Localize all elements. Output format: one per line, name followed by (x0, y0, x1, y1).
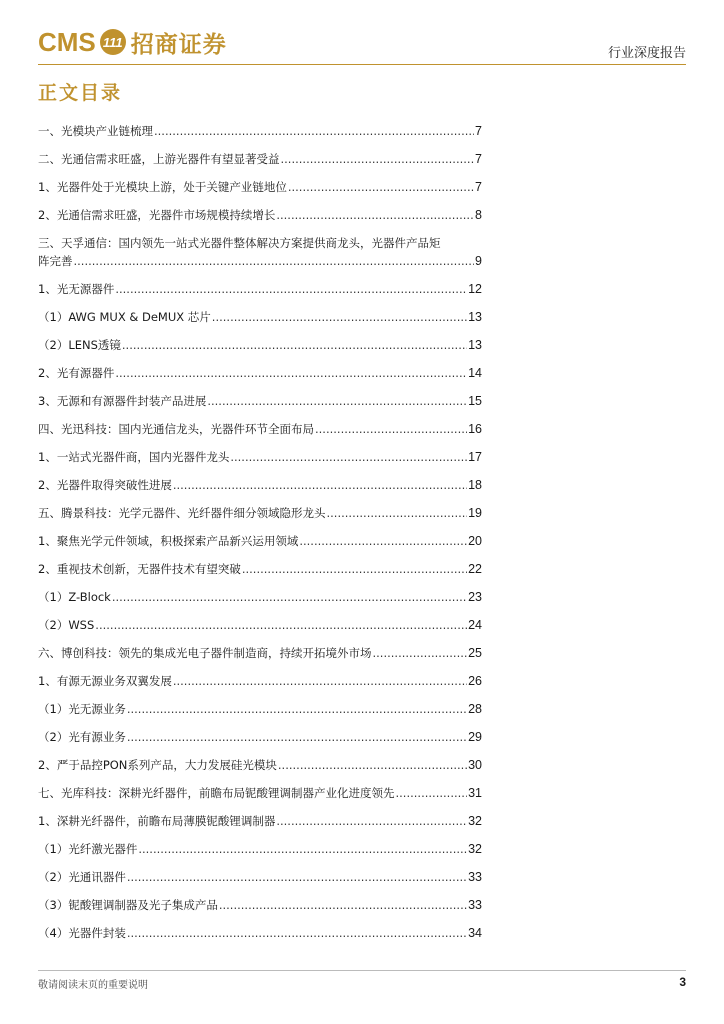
toc-entry-page: 26 (468, 674, 482, 688)
toc-entry[interactable] (38, 553, 482, 581)
toc-entry-page: 7 (475, 124, 482, 138)
toc-leader-dots (230, 449, 467, 465)
toc-entry-title: 二、光通信需求旺盛，上游光器件有望显著受益 (38, 152, 280, 166)
toc-entry-line (38, 365, 482, 381)
toc-entry-line (38, 897, 482, 913)
toc-entry-line (38, 207, 482, 223)
toc-entry[interactable] (38, 385, 482, 413)
toc-entry-page: 17 (468, 450, 482, 464)
toc-entry-page: 20 (468, 534, 482, 548)
toc-entry-page: 30 (468, 758, 482, 772)
logo-cms-text: CMS (38, 26, 96, 57)
toc-entry-title: 四、光迅科技：国内光通信龙头，光器件环节全面布局 (38, 422, 314, 436)
toc-entry-title: （2）光通讯器件 (38, 870, 126, 884)
toc-entry-line (38, 589, 482, 605)
toc-entry-line (38, 813, 482, 829)
toc-entry-page: 9 (475, 254, 482, 268)
toc-entry-line (38, 449, 482, 465)
toc-leader-dots (278, 757, 467, 773)
toc-entry-line (38, 617, 482, 633)
toc-leader-dots (173, 477, 467, 493)
toc-entry-line (38, 235, 482, 251)
toc-entry-line (38, 337, 482, 353)
toc-entry-page: 12 (468, 282, 482, 296)
logo-company-name: 招商证券 (130, 30, 227, 58)
toc-entry-page: 25 (468, 646, 482, 660)
toc-entry[interactable] (38, 833, 482, 861)
toc-entry-title: 七、光库科技：深耕光纤器件，前瞻布局铌酸锂调制器产业化进度领先 (38, 786, 395, 800)
toc-entry-line (38, 123, 482, 139)
toc-entry-line (38, 729, 482, 745)
toc-leader-dots (207, 393, 467, 409)
toc-entry[interactable] (38, 227, 482, 273)
toc-entry[interactable] (38, 917, 482, 945)
toc-leader-dots (127, 701, 467, 717)
toc-entry-title: 阵完善 (38, 254, 73, 268)
toc-entry[interactable] (38, 171, 482, 199)
toc-leader-dots (219, 897, 467, 913)
toc-entry-line (38, 701, 482, 717)
toc-entry-page: 19 (468, 506, 482, 520)
toc-entry-title: 1、一站式光器件商，国内光器件龙头 (38, 450, 230, 464)
toc-entry-page: 33 (468, 898, 482, 912)
toc-entry-page: 24 (468, 618, 482, 632)
toc-leader-dots (373, 645, 468, 661)
toc-leader-dots (276, 813, 467, 829)
toc-entry-title: （2）光有源业务 (38, 730, 126, 744)
toc-leader-dots (242, 561, 467, 577)
toc-entry-page: 7 (475, 152, 482, 166)
toc-entry-title: 1、深耕光纤器件，前瞻布局薄膜铌酸锂调制器 (38, 814, 276, 828)
toc-entry-line (38, 869, 482, 885)
toc-leader-dots (396, 785, 468, 801)
toc-entry[interactable] (38, 199, 482, 227)
toc-entry-title: 六、博创科技：领先的集成光电子器件制造商，持续开拓境外市场 (38, 646, 372, 660)
toc-entry-page: 13 (468, 338, 482, 352)
toc-entry[interactable] (38, 525, 482, 553)
toc-entry-page: 14 (468, 366, 482, 380)
toc-entry[interactable] (38, 609, 482, 637)
page-number: 3 (679, 975, 686, 989)
toc-entry-title: （1）Z-Block (38, 590, 111, 604)
toc-entry-page: 32 (468, 842, 482, 856)
toc-entry[interactable] (38, 693, 482, 721)
toc-entry-title: （2）WSS (38, 618, 95, 632)
toc-entry-title: 五、腾景科技：光学元器件、光纤器件细分领域隐形龙头 (38, 506, 326, 520)
toc-entry-line (38, 151, 482, 167)
toc-entry[interactable] (38, 861, 482, 889)
toc-entry[interactable] (38, 469, 482, 497)
toc-leader-dots (288, 179, 474, 195)
logo-badge-icon: 111 (100, 29, 126, 55)
toc-entry-title: 1、聚焦光学元件领域，积极探索产品新兴运用领域 (38, 534, 299, 548)
toc-entry-page: 16 (468, 422, 482, 436)
toc-entry-page: 22 (468, 562, 482, 576)
toc-entry[interactable] (38, 329, 482, 357)
toc-leader-dots (95, 617, 467, 633)
report-type-label: 行业深度报告 (607, 46, 686, 61)
toc-entry-page: 8 (475, 208, 482, 222)
toc-entry-page: 31 (468, 786, 482, 800)
toc-entry-line (38, 785, 482, 801)
company-logo (38, 26, 227, 58)
toc-entry-line (38, 561, 482, 577)
toc-entry-title: 一、光模块产业链梳理 (38, 124, 153, 138)
toc-entry-line (38, 309, 482, 325)
toc-entry-title: 1、光器件处于光模块上游，处于关键产业链地位 (38, 180, 287, 194)
toc-leader-dots (74, 253, 475, 269)
toc-entry-page: 33 (468, 870, 482, 884)
toc-entry-title: 三、天孚通信：国内领先一站式光器件整体解决方案提供商龙头，光器件产品矩 (38, 236, 441, 250)
toc-leader-dots (299, 533, 467, 549)
toc-entry-title: （3）铌酸锂调制器及光子集成产品 (38, 898, 218, 912)
toc-entry-line (38, 505, 482, 521)
toc-entry-title: 1、有源无源业务双翼发展 (38, 674, 172, 688)
toc-leader-dots (127, 925, 467, 941)
toc-entry-title: 3、无源和有源器件封装产品进展 (38, 394, 207, 408)
toc-entry[interactable] (38, 357, 482, 385)
toc-entry[interactable] (38, 497, 482, 525)
toc-leader-dots (138, 841, 467, 857)
toc-entry-page: 23 (468, 590, 482, 604)
toc-entry-page: 34 (468, 926, 482, 940)
toc-entry-title: （1）光纤激光器件 (38, 842, 138, 856)
toc-title: 正文目录 (38, 82, 123, 104)
toc-leader-dots (327, 505, 468, 521)
toc-entry[interactable] (38, 301, 482, 329)
toc-entry-line (38, 281, 482, 297)
toc-leader-dots (112, 589, 467, 605)
toc-entry-line (38, 757, 482, 773)
toc-entry-line (38, 253, 482, 269)
toc-entry-page: 28 (468, 702, 482, 716)
toc-entry-line (38, 841, 482, 857)
toc-entry[interactable] (38, 805, 482, 833)
toc-entry-title: （2）LENS透镜 (38, 338, 121, 352)
toc-leader-dots (127, 869, 467, 885)
toc-leader-dots (115, 365, 467, 381)
toc-entry-title: 1、光无源器件 (38, 282, 115, 296)
page-header (38, 22, 686, 62)
toc-entry-title: （4）光器件封装 (38, 926, 126, 940)
footer-divider (38, 970, 686, 971)
toc-entry-title: 2、严于品控PON系列产品，大力发展硅光模块 (38, 758, 277, 772)
toc-leader-dots (173, 673, 467, 689)
toc-leader-dots (122, 337, 467, 353)
toc-entry[interactable] (38, 777, 482, 805)
toc-entry-line (38, 925, 482, 941)
toc-entry[interactable] (38, 721, 482, 749)
toc-entry[interactable] (38, 665, 482, 693)
toc-leader-dots (212, 309, 467, 325)
table-of-contents (38, 115, 482, 945)
toc-entry-title: （1）光无源业务 (38, 702, 126, 716)
toc-leader-dots (276, 207, 474, 223)
footer-disclaimer: 敬请阅读末页的重要说明 (38, 980, 148, 991)
toc-entry-page: 7 (475, 180, 482, 194)
toc-entry[interactable] (38, 581, 482, 609)
toc-entry-line (38, 179, 482, 195)
toc-entry[interactable] (38, 143, 482, 171)
toc-entry-line (38, 421, 482, 437)
toc-entry-title: 2、重视技术创新，无器件技术有望突破 (38, 562, 241, 576)
toc-entry-line (38, 477, 482, 493)
toc-entry[interactable] (38, 441, 482, 469)
toc-entry[interactable] (38, 749, 482, 777)
toc-entry[interactable] (38, 889, 482, 917)
toc-entry-line (38, 393, 482, 409)
toc-leader-dots (127, 729, 467, 745)
toc-leader-dots (154, 123, 474, 139)
toc-entry-page: 13 (468, 310, 482, 324)
toc-entry[interactable] (38, 115, 482, 143)
toc-leader-dots (115, 281, 467, 297)
toc-entry-line (38, 533, 482, 549)
toc-entry-page: 18 (468, 478, 482, 492)
toc-leader-dots (281, 151, 475, 167)
toc-entry-line (38, 673, 482, 689)
toc-entry-page: 29 (468, 730, 482, 744)
toc-entry[interactable] (38, 273, 482, 301)
toc-entry-title: （1）AWG MUX & DeMUX 芯片 (38, 310, 211, 324)
toc-entry-page: 15 (468, 394, 482, 408)
toc-entry-title: 2、光通信需求旺盛，光器件市场规模持续增长 (38, 208, 276, 222)
header-divider (38, 64, 686, 65)
toc-entry-title: 2、光有源器件 (38, 366, 115, 380)
toc-entry-line (38, 645, 482, 661)
toc-entry[interactable] (38, 413, 482, 441)
toc-entry[interactable] (38, 637, 482, 665)
toc-leader-dots (315, 421, 467, 437)
toc-entry-title: 2、光器件取得突破性进展 (38, 478, 172, 492)
toc-entry-page: 32 (468, 814, 482, 828)
